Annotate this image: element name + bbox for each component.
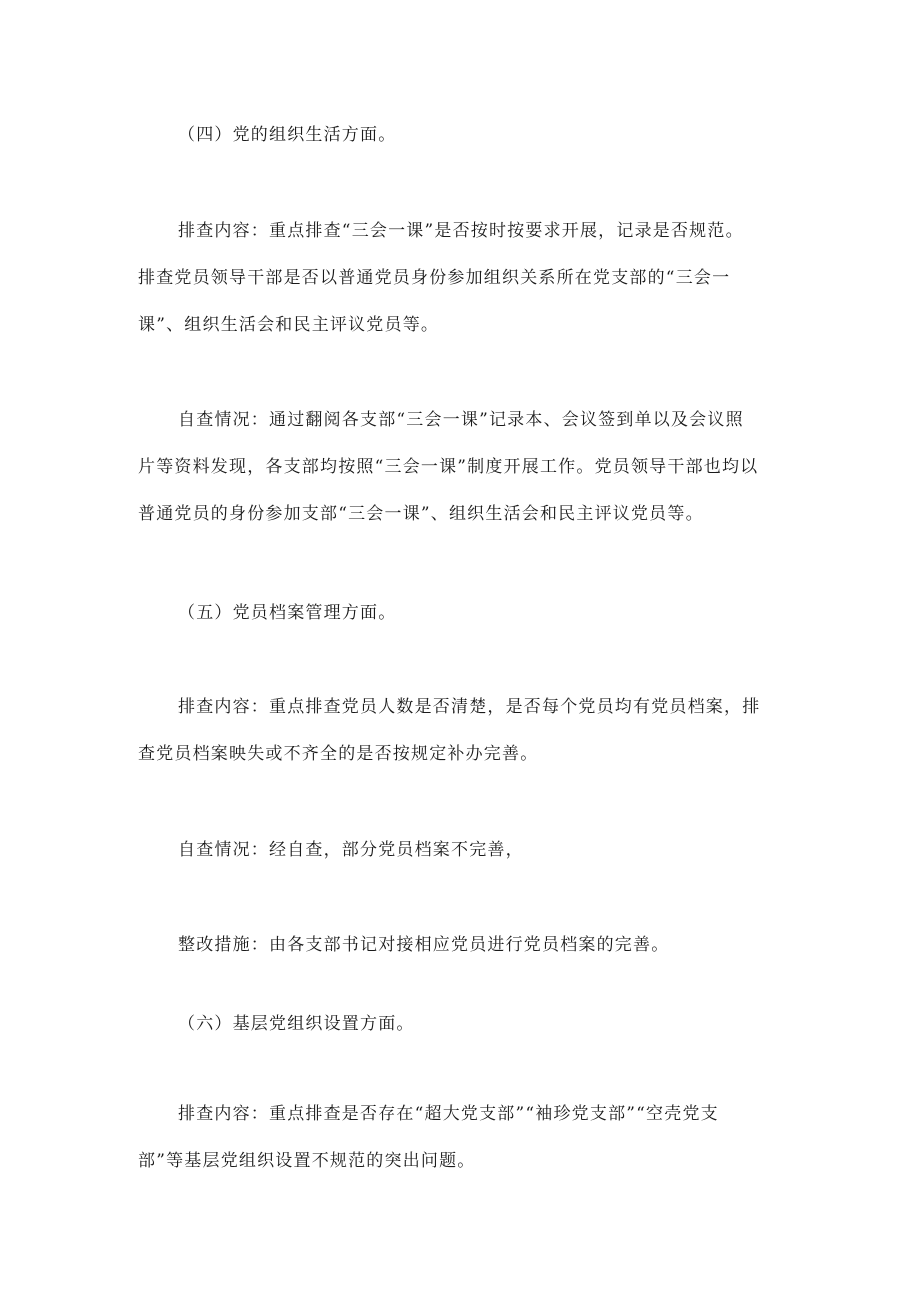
section-4-content-line-1: 排查内容：重点排查“三会一课”是否按时按要求开展，记录是否规范。 [178, 221, 744, 241]
section-6-heading: （六）基层党组织设置方面。 [178, 1014, 415, 1034]
section-4-selfcheck [138, 397, 788, 538]
section-4-selfcheck-line-3: 普通党员的身份参加支部“三会一课”、组织生活会和民主评议党员等。 [138, 504, 704, 524]
section-6-content-line-1: 排查内容：重点排查是否存在“超大党支部”“袖珍党支部”“空壳党支 [178, 1104, 719, 1124]
section-4-content-line-2: 排查党员领导干部是否以普通党员身份参加组织关系所在党支部的“三会一 [138, 268, 731, 288]
section-4-selfcheck-line-1: 自查情况：通过翻阅各支部“三会一课”记录本、会议签到单以及会议照 [178, 410, 744, 430]
section-5-content-line-1: 排查内容：重点排查党员人数是否清楚，是否每个党员均有党员档案，排 [178, 697, 761, 717]
section-4-heading: （四）党的组织生活方面。 [178, 125, 397, 145]
section-5-selfcheck: 自查情况：经自查，部分党员档案不完善， [178, 840, 524, 860]
section-5-content-line-2: 查党员档案映失或不齐全的是否按规定补办完善。 [138, 744, 539, 764]
section-4-selfcheck-line-2: 片等资料发现，各支部均按照“三会一课”制度开展工作。党员领导干部也均以 [138, 457, 759, 477]
section-5-heading: （五）党员档案管理方面。 [178, 603, 397, 623]
section-4-content-line-3: 课”、组织生活会和民主评议党员等。 [138, 315, 440, 335]
section-4-content [138, 208, 788, 349]
section-6-content [138, 1091, 788, 1185]
section-6-content-line-2: 部”等基层党组织设置不规范的突出问题。 [138, 1151, 476, 1171]
section-5-content [138, 684, 788, 778]
section-5-rectify: 整改措施：由各支部书记对接相应党员进行党员档案的完善。 [178, 935, 670, 955]
